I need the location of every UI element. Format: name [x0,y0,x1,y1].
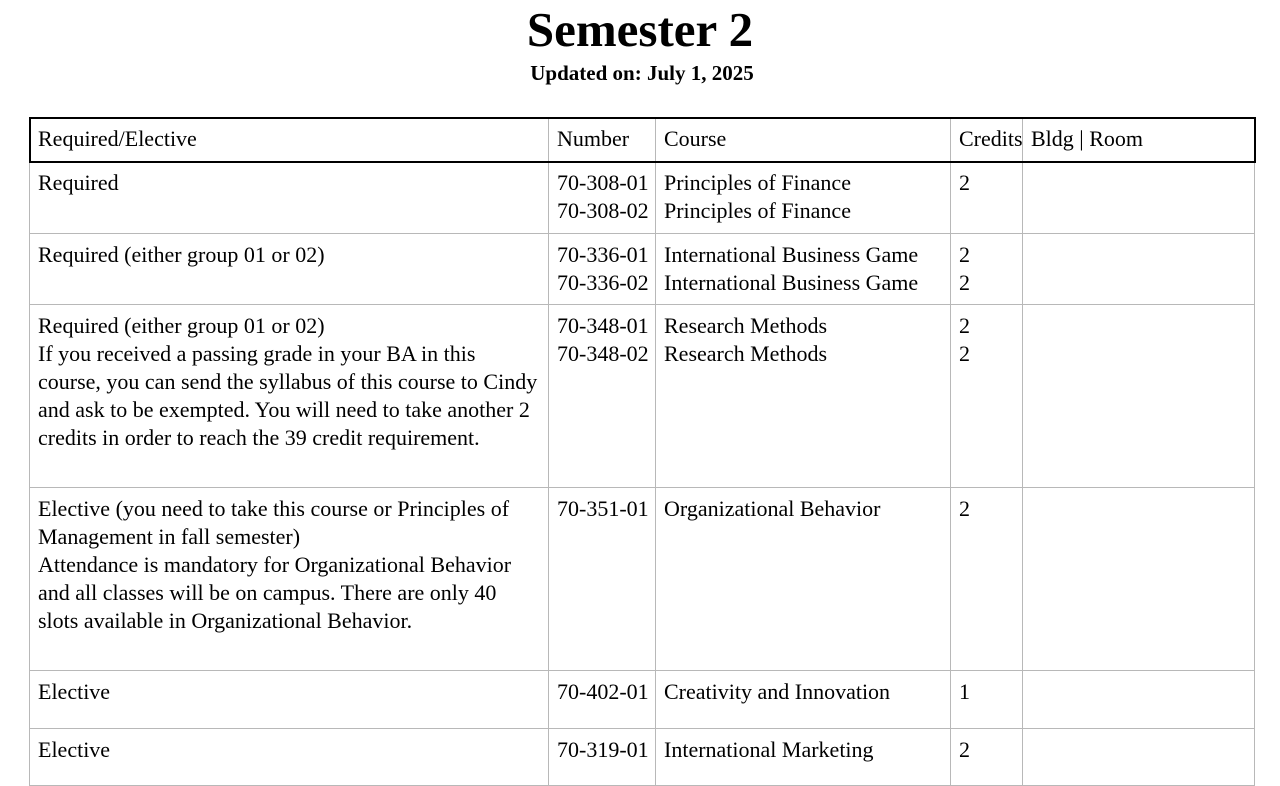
course-name: Principles of Finance [664,198,851,223]
table-row [30,162,1255,234]
credits-value: 2 [959,270,970,295]
requirement-cell [30,234,549,305]
credits-value: 2 [959,242,970,267]
course-table [29,117,1255,786]
requirement-text: Required (either group 01 or 02) [38,313,325,338]
credits-cell [951,488,1023,671]
requirement-note: Attendance is mandatory for Organizational Behavior and all classes will be on campus. There are only 40 slots available in Organizational Behavior. [38,552,512,633]
table-row [30,234,1255,305]
course-number-cell [549,234,656,305]
room-cell [1023,234,1255,305]
table-row [30,729,1255,786]
credits-value: 2 [959,341,970,366]
room-cell [1023,729,1255,786]
table-row [30,488,1255,671]
course-name: International Business Game [664,270,919,295]
requirement-note: If you received a passing grade in your BA in this course, you can send the syllabus of this course to Cindy and ask to be exempted. You will need to take another 2 credits in order to reach the 39 credit requirement. [38,341,538,450]
requirement-cell [30,729,549,786]
course-number: 70-348-01 [557,313,649,338]
course-number: 70-348-02 [557,341,649,366]
course-number-cell [549,305,656,488]
table-row [30,671,1255,729]
course-number-cell [549,729,656,786]
course-number: 70-402-01 [557,679,649,704]
credits-cell [951,729,1023,786]
requirement-text: Elective [38,737,111,762]
course-number: 70-319-01 [557,737,649,762]
requirement-text: Elective [38,679,111,704]
requirement-text: Required [38,170,119,195]
credits-value: 2 [959,170,970,195]
course-number: 70-336-01 [557,242,649,267]
course-number-cell [549,671,656,729]
course-number: 70-308-01 [557,170,649,195]
course-name: Research Methods [664,341,828,366]
credits-value: 2 [959,496,970,521]
requirement-cell [30,305,549,488]
credits-value: 1 [959,679,970,704]
column-header-course: Course [656,118,951,162]
requirement-text: Elective (you need to take this course or Principles of Management in fall semester) [38,496,510,549]
page-title: Semester 2 [526,2,754,57]
credits-cell [951,305,1023,488]
course-name-cell [656,234,951,305]
updated-date: Updated on: July 1, 2025 [530,61,754,85]
room-cell [1023,488,1255,671]
course-number: 70-336-02 [557,270,649,295]
course-name-cell [656,671,951,729]
credits-cell [951,162,1023,234]
column-header-credits: Credits [951,118,1023,162]
course-name-cell [656,162,951,234]
room-cell [1023,162,1255,234]
course-number-cell [549,488,656,671]
course-name: Organizational Behavior [664,496,881,521]
column-header-number: Number [549,118,656,162]
credits-cell [951,234,1023,305]
room-cell [1023,305,1255,488]
table-row [30,305,1255,488]
course-name: Principles of Finance [664,170,851,195]
requirement-cell [30,488,549,671]
course-number-cell [549,162,656,234]
course-number: 70-351-01 [557,496,649,521]
requirement-cell [30,162,549,234]
course-number: 70-308-02 [557,198,649,223]
course-name: Creativity and Innovation [664,679,891,704]
course-name-cell [656,488,951,671]
credits-cell [951,671,1023,729]
course-name: International Marketing [664,737,874,762]
credits-value: 2 [959,737,970,762]
course-name: Research Methods [664,313,828,338]
course-name: International Business Game [664,242,919,267]
course-name-cell [656,305,951,488]
column-header-bldg-room: Bldg | Room [1023,118,1255,162]
requirement-cell [30,671,549,729]
requirement-text: Required (either group 01 or 02) [38,242,325,267]
credits-value: 2 [959,313,970,338]
column-header-required-elective: Required/Elective [30,118,549,162]
course-name-cell [656,729,951,786]
room-cell [1023,671,1255,729]
table-header-row [30,118,1255,162]
